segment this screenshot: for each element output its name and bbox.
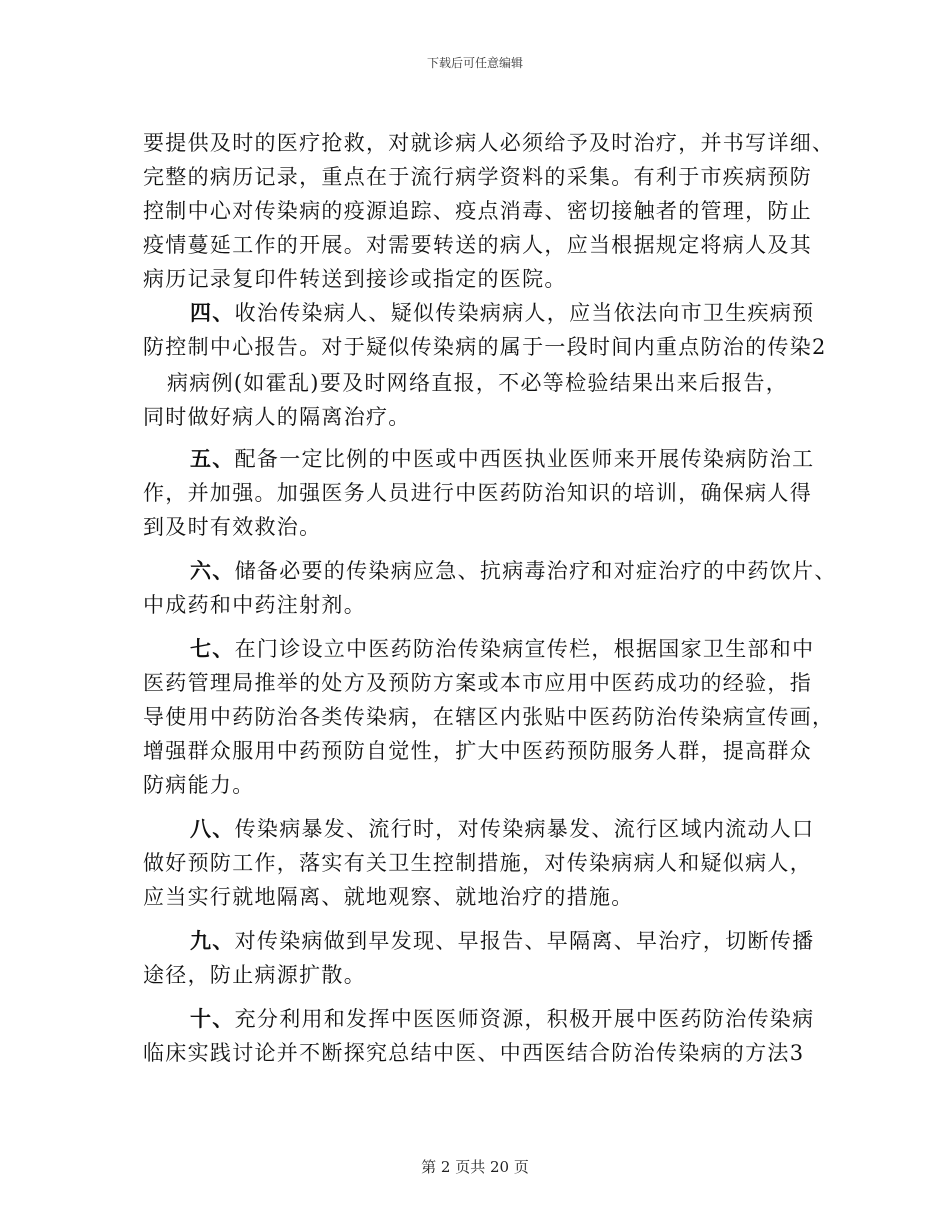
line-text: 充分利用和发挥中医医师资源，积极开展中医药防治传染病 bbox=[234, 1007, 815, 1031]
text-line bbox=[143, 772, 255, 798]
line-lead: 四、 bbox=[190, 300, 235, 325]
line-text: 临床实践讨论并不断探究总结中医、中西医结合防治传染病的方法3 bbox=[143, 1041, 805, 1065]
line-text: 完整的病历记录，重点在于流行病学资料的采集。有利于市疾病预防 bbox=[143, 165, 812, 189]
text-line bbox=[190, 928, 814, 954]
line-text: 途径，防止病源扩散。 bbox=[143, 963, 366, 987]
text-line bbox=[143, 514, 321, 540]
text-line bbox=[190, 446, 814, 472]
text-line bbox=[143, 164, 812, 190]
text-line bbox=[190, 1006, 814, 1032]
text-line bbox=[167, 370, 788, 396]
line-text: 病历记录复印件转送到接诊或指定的医院。 bbox=[143, 267, 567, 291]
text-line bbox=[143, 592, 366, 618]
line-text: 同时做好病人的隔离治疗。 bbox=[143, 405, 411, 429]
line-text: 增强群众服用中药预防自觉性，扩大中医药预防服务人群，提高群众 bbox=[143, 739, 812, 763]
line-text: 控制中心对传染病的疫源追踪、疫点消毒、密切接触者的管理，防止 bbox=[143, 199, 812, 223]
line-text: 到及时有效救治。 bbox=[143, 515, 322, 539]
line-text: 作，并加强。加强医务人员进行中医药防治知识的培训，确保病人得 bbox=[143, 481, 812, 505]
text-line bbox=[143, 850, 812, 876]
line-lead: 八、 bbox=[190, 816, 235, 841]
text-line bbox=[143, 962, 366, 988]
line-text: 对传染病做到早发现、早报告、早隔离、早治疗，切断传播 bbox=[234, 929, 815, 953]
line-lead: 六、 bbox=[190, 558, 235, 583]
text-line bbox=[190, 636, 814, 662]
line-text: 应当实行就地隔离、就地观察、就地治疗的措施。 bbox=[143, 885, 634, 909]
text-line bbox=[143, 1040, 804, 1066]
text-line bbox=[190, 300, 814, 326]
line-text: 在门诊设立中医药防治传染病宣传栏，根据国家卫生部和中 bbox=[234, 637, 815, 661]
line-text: 防病能力。 bbox=[143, 773, 255, 797]
text-line bbox=[190, 816, 814, 842]
text-line bbox=[143, 738, 812, 764]
line-lead: 九、 bbox=[190, 928, 235, 953]
line-text: 导使用中药防治各类传染病，在辖区内张贴中医药防治传染病宣传画， bbox=[143, 705, 835, 729]
line-lead: 七、 bbox=[190, 636, 235, 661]
line-text: 疫情蔓延工作的开展。对需要转送的病人，应当根据规定将病人及其 bbox=[143, 233, 812, 257]
line-text: 做好预防工作，落实有关卫生控制措施，对传染病病人和疑似病人， bbox=[143, 851, 812, 875]
line-text: 传染病暴发、流行时，对传染病暴发、流行区域内流动人口 bbox=[234, 817, 815, 841]
line-lead: 五、 bbox=[190, 446, 235, 471]
text-line bbox=[143, 704, 834, 730]
text-line bbox=[143, 480, 812, 506]
line-text: 收治传染病人、疑似传染病病人，应当依法向市卫生疾病预 bbox=[234, 301, 815, 325]
page-header: 下载后可任意编辑 bbox=[426, 56, 523, 70]
line-text: 要提供及时的医疗抢救，对就诊病人必须给予及时治疗，并书写详细、 bbox=[143, 131, 835, 155]
text-line bbox=[190, 558, 837, 584]
text-line bbox=[143, 130, 834, 156]
line-text: 储备必要的传染病应急、抗病毒治疗和对症治疗的中药饮片、 bbox=[234, 559, 837, 583]
text-line bbox=[143, 404, 411, 430]
page-footer: 第 2 页共 20 页 bbox=[421, 1158, 529, 1176]
text-line bbox=[143, 266, 567, 292]
line-text: 中成药和中药注射剂。 bbox=[143, 593, 366, 617]
line-text: 医药管理局推举的处方及预防方案或本市应用中医药成功的经验，指 bbox=[143, 671, 812, 695]
text-line bbox=[143, 232, 812, 258]
text-line bbox=[143, 884, 634, 910]
text-line bbox=[143, 670, 812, 696]
text-line bbox=[143, 334, 827, 360]
text-line bbox=[143, 198, 812, 224]
line-text: 配备一定比例的中医或中西医执业医师来开展传染病防治工 bbox=[234, 447, 815, 471]
line-lead: 十、 bbox=[190, 1006, 235, 1031]
line-text: 防控制中心报告。对于疑似传染病的属于一段时间内重点防治的传染2 bbox=[143, 335, 827, 359]
line-text: 病病例(如霍乱)要及时网络直报，不必等检验结果出来后报告， bbox=[167, 371, 789, 395]
